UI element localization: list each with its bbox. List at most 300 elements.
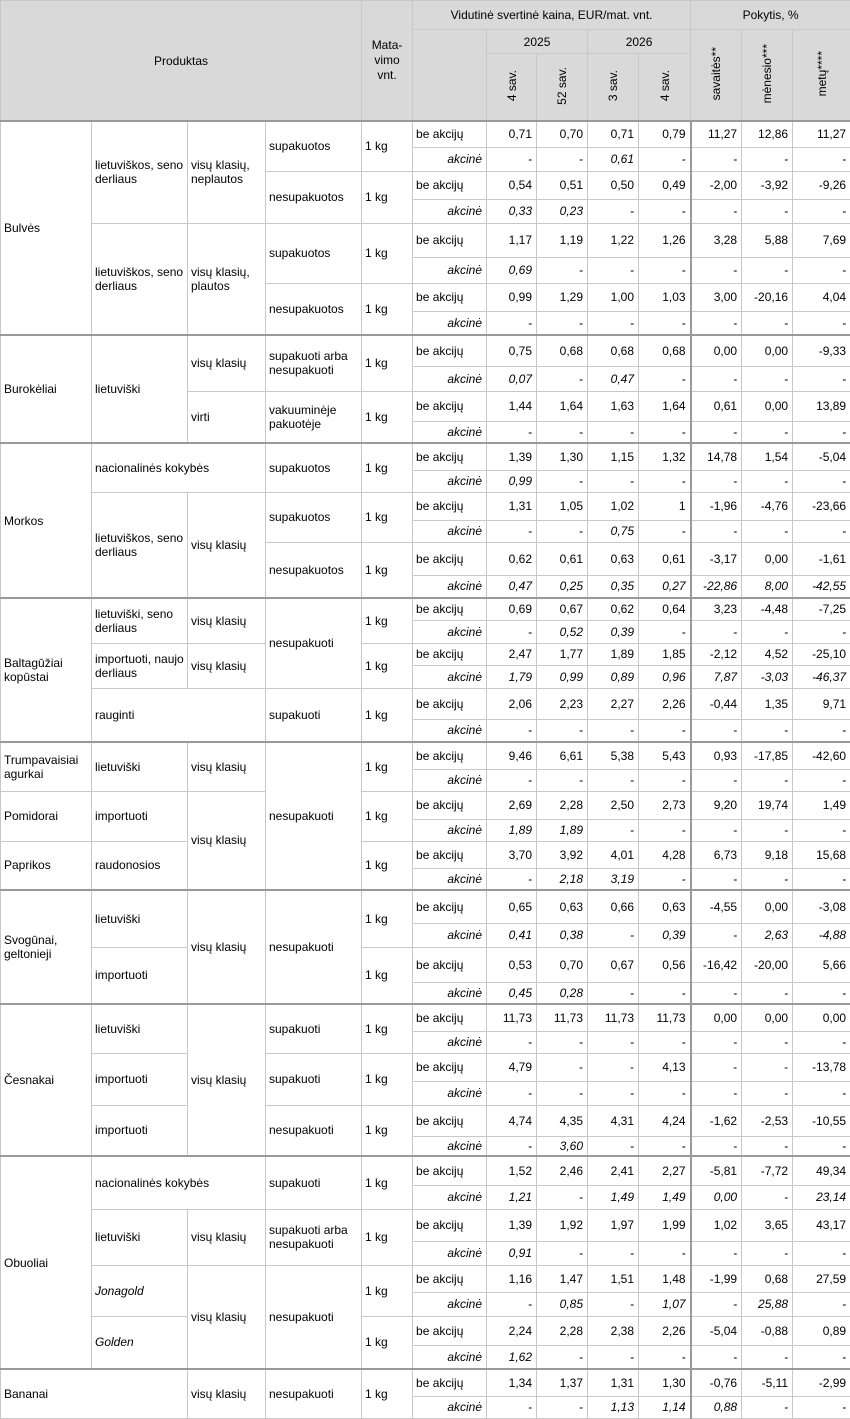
- header-metu: metų****: [793, 30, 850, 122]
- value-cell: 1,00: [588, 283, 639, 311]
- value-cell: 0,00: [691, 335, 742, 366]
- pack-cell: nesupakuoti: [266, 1369, 362, 1418]
- value-cell: -4,55: [691, 890, 742, 923]
- class-cell: visų klasių: [188, 742, 266, 791]
- value-cell: -: [639, 421, 691, 443]
- value-cell: 0,51: [537, 171, 588, 199]
- value-cell: 0,70: [537, 121, 588, 147]
- value-cell: -: [793, 1292, 850, 1316]
- origin-cell: lietuviški, seno derliaus: [92, 598, 188, 643]
- value-cell: -: [742, 1345, 793, 1369]
- value-cell: 4,79: [487, 1053, 537, 1081]
- pack-cell: supakuoti: [266, 688, 362, 742]
- unit-cell: 1 kg: [362, 1156, 413, 1209]
- value-cell: 0,75: [487, 335, 537, 366]
- value-cell: -: [537, 1081, 588, 1105]
- unit-cell: 1 kg: [362, 643, 413, 688]
- value-cell: 13,89: [793, 391, 850, 421]
- value-cell: 1,99: [639, 1209, 691, 1241]
- price-type: akcinė: [413, 366, 487, 391]
- value-cell: 0,38: [537, 923, 588, 947]
- product-name: Burokėliai: [1, 335, 92, 443]
- value-cell: 0,35: [588, 575, 639, 598]
- unit-cell: 1 kg: [362, 171, 413, 223]
- value-cell: 25,88: [742, 1292, 793, 1316]
- class-cell: visų klasių: [188, 643, 266, 688]
- value-cell: -1,61: [793, 542, 850, 575]
- value-cell: -: [588, 719, 639, 742]
- price-type: akcinė: [413, 575, 487, 598]
- origin-cell: lietuviškos, seno derliaus: [92, 223, 188, 335]
- value-cell: -: [691, 520, 742, 542]
- value-cell: -4,88: [793, 923, 850, 947]
- value-cell: -: [691, 982, 742, 1004]
- value-cell: -: [691, 366, 742, 391]
- class-cell: visų klasių: [188, 1369, 266, 1418]
- value-cell: -: [639, 1241, 691, 1265]
- value-cell: 0,89: [793, 1316, 850, 1345]
- value-cell: -: [537, 421, 588, 443]
- value-cell: -: [691, 1031, 742, 1053]
- value-cell: -: [793, 1081, 850, 1105]
- price-type: be akcijų: [413, 121, 487, 147]
- value-cell: -1,96: [691, 492, 742, 520]
- value-cell: -: [691, 923, 742, 947]
- value-cell: -: [793, 819, 850, 841]
- pack-cell: nesupakuoti: [266, 890, 362, 1004]
- product-name: Bulvės: [1, 121, 92, 335]
- value-cell: -: [742, 769, 793, 791]
- value-cell: 1,79: [487, 665, 537, 688]
- value-cell: -: [487, 719, 537, 742]
- value-cell: 0,66: [588, 890, 639, 923]
- value-cell: -2,99: [793, 1369, 850, 1396]
- value-cell: -: [742, 1031, 793, 1053]
- value-cell: -: [588, 1136, 639, 1156]
- value-cell: -: [691, 819, 742, 841]
- origin-cell: lietuviškos, seno derliaus: [92, 492, 188, 598]
- value-cell: -: [588, 1241, 639, 1265]
- pack-cell: supakuoti: [266, 1156, 362, 1209]
- value-cell: 11,27: [793, 121, 850, 147]
- price-type: be akcijų: [413, 1156, 487, 1185]
- value-cell: 1,89: [588, 643, 639, 665]
- value-cell: -: [639, 470, 691, 492]
- header-savaites: savaitės**: [691, 30, 742, 122]
- price-type: akcinė: [413, 868, 487, 890]
- value-cell: -: [487, 520, 537, 542]
- value-cell: 0,75: [588, 520, 639, 542]
- value-cell: -: [742, 520, 793, 542]
- value-cell: 1,35: [742, 688, 793, 719]
- value-cell: -: [537, 520, 588, 542]
- value-cell: -5,04: [793, 443, 850, 470]
- value-cell: -: [588, 1345, 639, 1369]
- value-cell: 2,50: [588, 791, 639, 819]
- value-cell: -20,16: [742, 283, 793, 311]
- header-year-2026: 2026: [588, 30, 691, 54]
- price-type: be akcijų: [413, 1053, 487, 1081]
- value-cell: 0,71: [588, 121, 639, 147]
- value-cell: 0,68: [639, 335, 691, 366]
- value-cell: 4,24: [639, 1105, 691, 1136]
- value-cell: 2,38: [588, 1316, 639, 1345]
- unit-cell: 1 kg: [362, 1316, 413, 1369]
- value-cell: 4,74: [487, 1105, 537, 1136]
- value-cell: 1,31: [487, 492, 537, 520]
- product-name: Bananai: [1, 1369, 188, 1418]
- price-type: be akcijų: [413, 391, 487, 421]
- value-cell: 4,28: [639, 841, 691, 868]
- value-cell: -: [691, 1241, 742, 1265]
- header-week: 52 sav.: [537, 54, 588, 122]
- value-cell: 1,07: [639, 1292, 691, 1316]
- value-cell: 9,46: [487, 742, 537, 769]
- value-cell: -: [639, 147, 691, 171]
- value-cell: -: [588, 257, 639, 283]
- header-week: 4 sav.: [487, 54, 537, 122]
- unit-cell: 1 kg: [362, 1265, 413, 1316]
- value-cell: -: [639, 769, 691, 791]
- value-cell: 1,39: [487, 1209, 537, 1241]
- unit-cell: 1 kg: [362, 492, 413, 542]
- value-cell: 0,67: [537, 598, 588, 620]
- value-cell: 1,16: [487, 1265, 537, 1292]
- value-cell: 1,44: [487, 391, 537, 421]
- value-cell: 0,41: [487, 923, 537, 947]
- value-cell: -: [639, 620, 691, 643]
- unit-cell: 1 kg: [362, 947, 413, 1004]
- value-cell: 15,68: [793, 841, 850, 868]
- unit-cell: 1 kg: [362, 1053, 413, 1105]
- value-cell: -: [639, 819, 691, 841]
- pack-cell: supakuotos: [266, 223, 362, 283]
- unit-cell: 1 kg: [362, 688, 413, 742]
- value-cell: 1,19: [537, 223, 588, 257]
- value-cell: -: [487, 868, 537, 890]
- value-cell: 3,19: [588, 868, 639, 890]
- value-cell: 4,35: [537, 1105, 588, 1136]
- value-cell: 0,62: [588, 598, 639, 620]
- value-cell: 5,88: [742, 223, 793, 257]
- value-cell: 0,61: [639, 542, 691, 575]
- value-cell: 43,17: [793, 1209, 850, 1241]
- value-cell: 1,97: [588, 1209, 639, 1241]
- value-cell: 4,04: [793, 283, 850, 311]
- origin-cell: Golden: [92, 1316, 188, 1369]
- unit-cell: 1 kg: [362, 1369, 413, 1418]
- value-cell: 0,45: [487, 982, 537, 1004]
- value-cell: 4,01: [588, 841, 639, 868]
- value-cell: 3,92: [537, 841, 588, 868]
- value-cell: 0,47: [588, 366, 639, 391]
- value-cell: -: [588, 199, 639, 223]
- value-cell: 0,00: [742, 1004, 793, 1031]
- value-cell: -3,17: [691, 542, 742, 575]
- value-cell: 1,52: [487, 1156, 537, 1185]
- value-cell: 7,69: [793, 223, 850, 257]
- value-cell: -: [742, 1136, 793, 1156]
- value-cell: -: [588, 1081, 639, 1105]
- origin-cell: nacionalinės kokybės: [92, 1156, 266, 1209]
- value-cell: -3,03: [742, 665, 793, 688]
- price-type: akcinė: [413, 719, 487, 742]
- unit-cell: 1 kg: [362, 1105, 413, 1156]
- value-cell: -: [742, 868, 793, 890]
- unit-cell: 1 kg: [362, 742, 413, 791]
- value-cell: 1,15: [588, 443, 639, 470]
- value-cell: 1,54: [742, 443, 793, 470]
- value-cell: 0,53: [487, 947, 537, 982]
- product-name: Svogūnai, geltonieji: [1, 890, 92, 1004]
- value-cell: 1,48: [639, 1265, 691, 1292]
- value-cell: 2,27: [588, 688, 639, 719]
- pack-cell: supakuoti arba nesupakuoti: [266, 335, 362, 391]
- value-cell: 0,79: [639, 121, 691, 147]
- value-cell: -: [639, 366, 691, 391]
- price-type: akcinė: [413, 1136, 487, 1156]
- price-type: be akcijų: [413, 1105, 487, 1136]
- value-cell: 1,51: [588, 1265, 639, 1292]
- product-name: Trumpavaisiai agurkai: [1, 742, 92, 791]
- value-cell: -: [537, 366, 588, 391]
- value-cell: 1,49: [639, 1185, 691, 1209]
- price-type: akcinė: [413, 520, 487, 542]
- value-cell: 11,27: [691, 121, 742, 147]
- value-cell: 1,13: [588, 1396, 639, 1418]
- value-cell: -: [691, 199, 742, 223]
- value-cell: 14,78: [691, 443, 742, 470]
- value-cell: 1,30: [639, 1369, 691, 1396]
- price-type: akcinė: [413, 470, 487, 492]
- value-cell: -: [588, 1031, 639, 1053]
- price-type: be akcijų: [413, 1369, 487, 1396]
- value-cell: -: [487, 147, 537, 171]
- value-cell: 1,64: [639, 391, 691, 421]
- value-cell: 7,87: [691, 665, 742, 688]
- value-cell: 2,46: [537, 1156, 588, 1185]
- price-type: be akcijų: [413, 1004, 487, 1031]
- value-cell: -: [691, 620, 742, 643]
- value-cell: -: [691, 1053, 742, 1081]
- value-cell: 11,73: [487, 1004, 537, 1031]
- value-cell: -: [537, 147, 588, 171]
- value-cell: -: [793, 199, 850, 223]
- value-cell: -: [793, 620, 850, 643]
- value-cell: -: [588, 311, 639, 335]
- value-cell: 0,63: [639, 890, 691, 923]
- value-cell: 2,63: [742, 923, 793, 947]
- value-cell: -: [742, 199, 793, 223]
- origin-cell: lietuviški: [92, 742, 188, 791]
- value-cell: -: [588, 982, 639, 1004]
- value-cell: 1,22: [588, 223, 639, 257]
- value-cell: -: [742, 819, 793, 841]
- value-cell: -: [793, 366, 850, 391]
- value-cell: -7,72: [742, 1156, 793, 1185]
- value-cell: 2,73: [639, 791, 691, 819]
- unit-cell: 1 kg: [362, 598, 413, 643]
- value-cell: -: [487, 1136, 537, 1156]
- pack-cell: supakuoti: [266, 1004, 362, 1053]
- origin-cell: importuoti: [92, 1105, 188, 1156]
- value-cell: 1,92: [537, 1209, 588, 1241]
- value-cell: 2,28: [537, 791, 588, 819]
- pack-cell: nesupakuotos: [266, 542, 362, 598]
- price-type: akcinė: [413, 1345, 487, 1369]
- value-cell: 0,93: [691, 742, 742, 769]
- pack-cell: supakuotos: [266, 443, 362, 492]
- value-cell: 2,18: [537, 868, 588, 890]
- value-cell: -17,85: [742, 742, 793, 769]
- class-cell: visų klasių, neplautos: [188, 121, 266, 223]
- pack-cell: nesupakuoti: [266, 598, 362, 688]
- pack-cell: nesupakuoti: [266, 742, 362, 890]
- value-cell: -: [691, 311, 742, 335]
- value-cell: 0,63: [588, 542, 639, 575]
- value-cell: 27,59: [793, 1265, 850, 1292]
- value-cell: -: [691, 769, 742, 791]
- value-cell: 2,26: [639, 1316, 691, 1345]
- value-cell: -1,62: [691, 1105, 742, 1136]
- pack-cell: nesupakuoti: [266, 1265, 362, 1369]
- value-cell: 3,70: [487, 841, 537, 868]
- value-cell: 0,33: [487, 199, 537, 223]
- price-type: akcinė: [413, 1185, 487, 1209]
- value-cell: -: [487, 421, 537, 443]
- value-cell: -9,33: [793, 335, 850, 366]
- value-cell: -9,26: [793, 171, 850, 199]
- origin-cell: lietuviški: [92, 1004, 188, 1053]
- value-cell: 2,28: [537, 1316, 588, 1345]
- value-cell: -: [742, 982, 793, 1004]
- value-cell: -: [537, 311, 588, 335]
- value-cell: 1,64: [537, 391, 588, 421]
- price-type: be akcijų: [413, 688, 487, 719]
- value-cell: -3,92: [742, 171, 793, 199]
- header-week: 4 sav.: [639, 54, 691, 122]
- value-cell: -: [487, 620, 537, 643]
- value-cell: -: [793, 1345, 850, 1369]
- price-type: be akcijų: [413, 223, 487, 257]
- value-cell: 1,05: [537, 492, 588, 520]
- price-type: akcinė: [413, 257, 487, 283]
- pack-cell: supakuoti: [266, 1053, 362, 1105]
- price-type: be akcijų: [413, 643, 487, 665]
- value-cell: 0,00: [742, 542, 793, 575]
- value-cell: -42,55: [793, 575, 850, 598]
- value-cell: 8,00: [742, 575, 793, 598]
- value-cell: -5,11: [742, 1369, 793, 1396]
- value-cell: -: [639, 520, 691, 542]
- value-cell: -: [793, 769, 850, 791]
- value-cell: 1,77: [537, 643, 588, 665]
- value-cell: -: [742, 1081, 793, 1105]
- value-cell: -: [691, 1081, 742, 1105]
- value-cell: 0,89: [588, 665, 639, 688]
- value-cell: -: [588, 819, 639, 841]
- value-cell: -: [588, 1053, 639, 1081]
- value-cell: 1,63: [588, 391, 639, 421]
- value-cell: -: [691, 1136, 742, 1156]
- unit-cell: 1 kg: [362, 791, 413, 841]
- unit-cell: 1 kg: [362, 283, 413, 335]
- value-cell: -: [793, 311, 850, 335]
- value-cell: -22,86: [691, 575, 742, 598]
- price-type: be akcijų: [413, 443, 487, 470]
- origin-cell: lietuviškos, seno derliaus: [92, 121, 188, 223]
- value-cell: -: [639, 199, 691, 223]
- value-cell: 0,65: [487, 890, 537, 923]
- price-type: akcinė: [413, 923, 487, 947]
- value-cell: -: [639, 868, 691, 890]
- value-cell: 19,74: [742, 791, 793, 819]
- value-cell: 0,99: [487, 470, 537, 492]
- value-cell: 3,00: [691, 283, 742, 311]
- pack-cell: nesupakuoti: [266, 1105, 362, 1156]
- value-cell: 1,17: [487, 223, 537, 257]
- value-cell: 1: [639, 492, 691, 520]
- value-cell: 9,20: [691, 791, 742, 819]
- value-cell: -: [487, 1031, 537, 1053]
- header-year-2025: 2025: [487, 30, 588, 54]
- value-cell: 0,00: [691, 1004, 742, 1031]
- unit-cell: 1 kg: [362, 391, 413, 443]
- value-cell: 1,89: [487, 819, 537, 841]
- value-cell: -: [742, 719, 793, 742]
- value-cell: -: [487, 1292, 537, 1316]
- value-cell: 1,49: [793, 791, 850, 819]
- value-cell: 1,30: [537, 443, 588, 470]
- value-cell: 0,85: [537, 1292, 588, 1316]
- unit-cell: 1 kg: [362, 890, 413, 947]
- unit-cell: 1 kg: [362, 1209, 413, 1265]
- class-cell: visų klasių: [188, 492, 266, 598]
- value-cell: -7,25: [793, 598, 850, 620]
- origin-cell: lietuviški: [92, 1209, 188, 1265]
- value-cell: 9,18: [742, 841, 793, 868]
- price-type: akcinė: [413, 147, 487, 171]
- value-cell: -: [793, 868, 850, 890]
- class-cell: visų klasių: [188, 1004, 266, 1156]
- value-cell: 1,03: [639, 283, 691, 311]
- value-cell: -0,76: [691, 1369, 742, 1396]
- value-cell: 0,27: [639, 575, 691, 598]
- value-cell: -: [639, 1031, 691, 1053]
- product-name: Česnakai: [1, 1004, 92, 1156]
- class-cell: visų klasių: [188, 791, 266, 890]
- pack-cell: nesupakuotos: [266, 283, 362, 335]
- value-cell: 0,49: [639, 171, 691, 199]
- origin-cell: importuoti: [92, 791, 188, 841]
- value-cell: -: [793, 1396, 850, 1418]
- value-cell: -: [793, 719, 850, 742]
- value-cell: -1,99: [691, 1265, 742, 1292]
- value-cell: 5,38: [588, 742, 639, 769]
- value-cell: -: [742, 421, 793, 443]
- value-cell: 1,49: [588, 1185, 639, 1209]
- value-cell: 1,21: [487, 1185, 537, 1209]
- value-cell: -: [742, 311, 793, 335]
- value-cell: 6,73: [691, 841, 742, 868]
- price-type: akcinė: [413, 819, 487, 841]
- value-cell: 1,47: [537, 1265, 588, 1292]
- unit-cell: 1 kg: [362, 1004, 413, 1053]
- value-cell: 3,23: [691, 598, 742, 620]
- value-cell: 2,23: [537, 688, 588, 719]
- product-name: Morkos: [1, 443, 92, 598]
- value-cell: -: [793, 257, 850, 283]
